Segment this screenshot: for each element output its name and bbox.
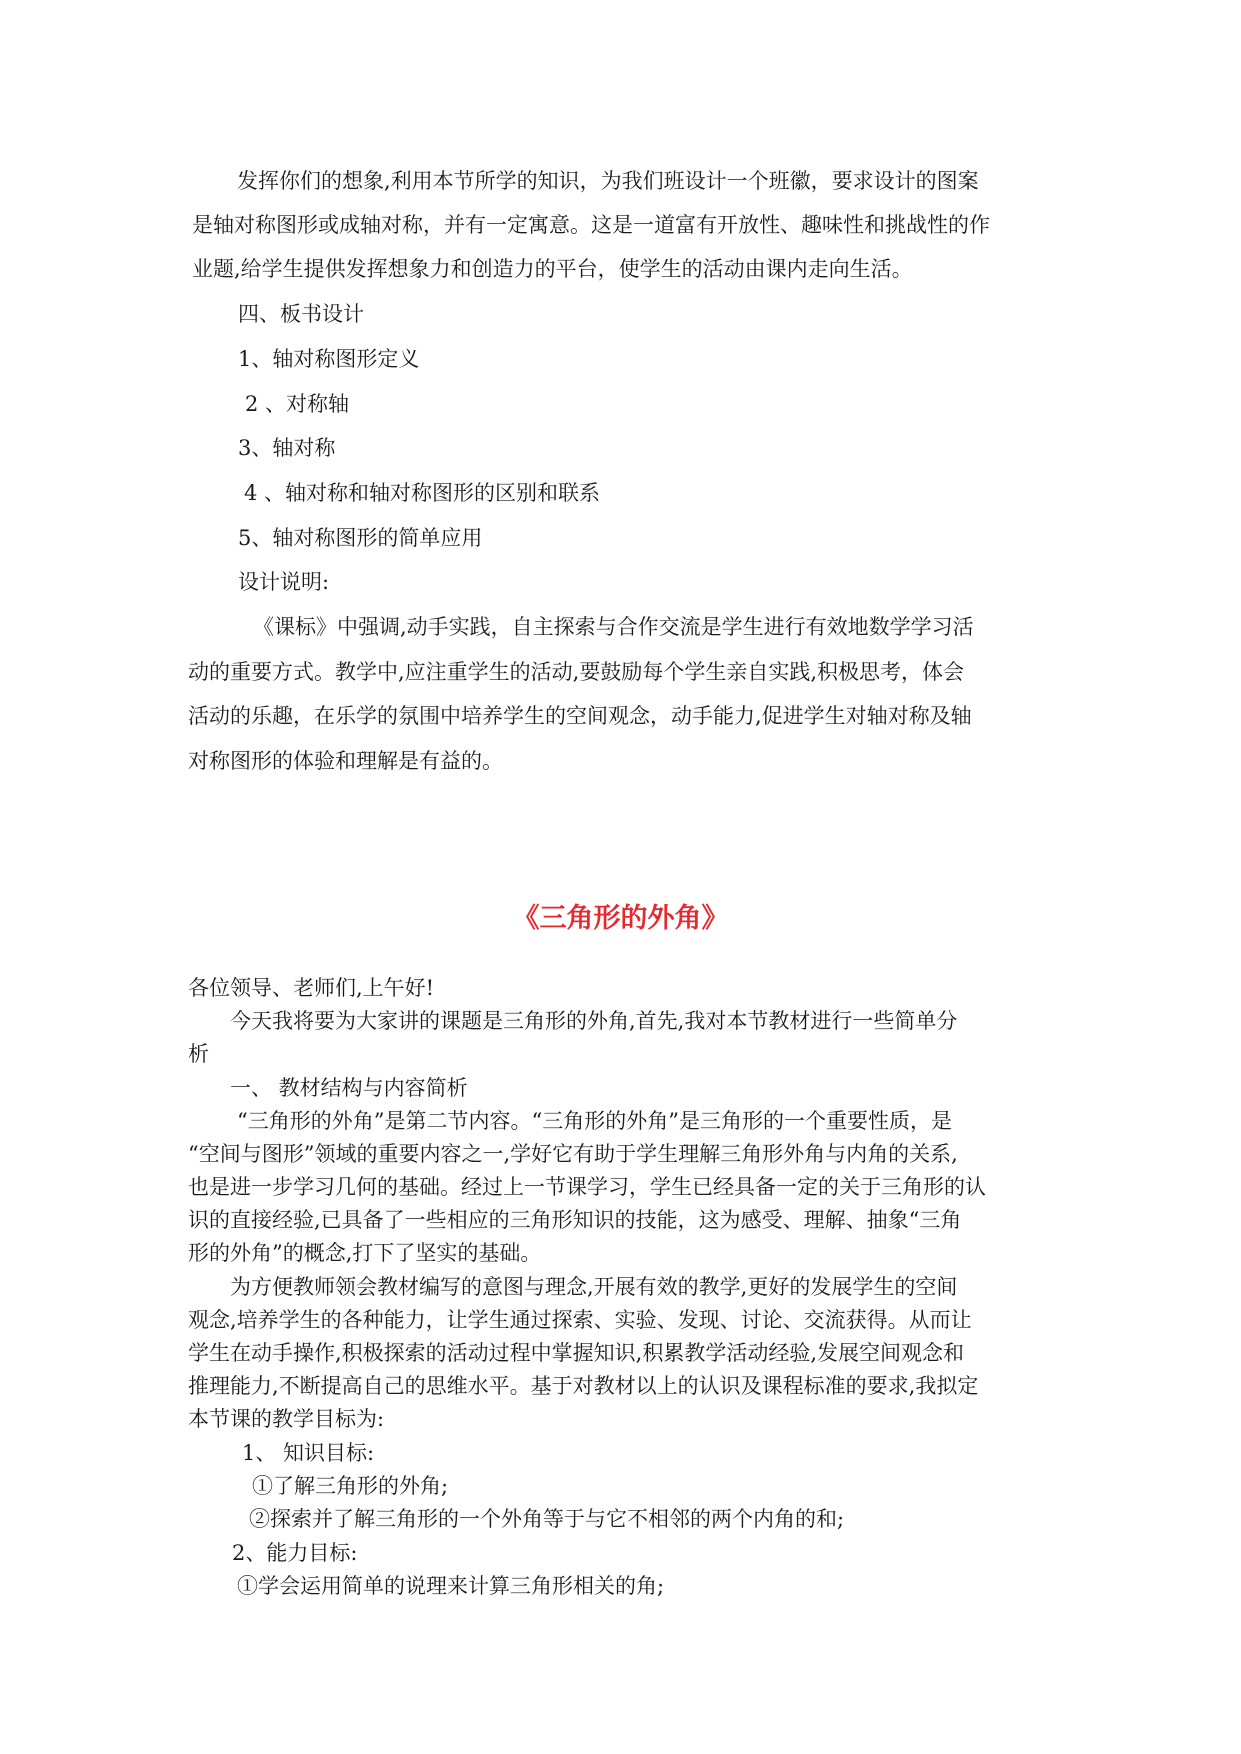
para2-line-4: 推理能力,不断提高自己的思维水平。基于对教材以上的认识及课程标准的要求,我拟定 [188,1374,979,1398]
design-line-1: 《课标》中强调,动手实践，自主探索与合作交流是学生进行有效地数学学习活 [253,615,974,639]
goal2-heading: 2、能力目标: [232,1541,358,1565]
goal1-heading: 1、 知识目标: [242,1441,375,1465]
goal1-item-1: ①了解三角形的外角; [252,1474,449,1498]
board-item-1: 1、轴对称图形定义 [238,347,420,371]
design-line-4: 对称图形的体验和理解是有益的。 [188,749,503,773]
design-line-3: 活动的乐趣，在乐学的氛围中培养学生的空间观念，动手能力,促进学生对轴对称及轴 [188,704,972,728]
design-label: 设计说明: [238,570,330,594]
goal2-item-1: ①学会运用简单的说理来计算三角形相关的角; [237,1574,665,1598]
board-item-4: 4 、轴对称和轴对称图形的区别和联系 [244,481,601,505]
board-item-5: 5、轴对称图形的简单应用 [238,526,483,550]
para1-line-1: “三角形的外角”是第二节内容。“三角形的外角”是三角形的一个重要性质，是 [237,1109,952,1133]
paragraph-line-3: 业题,给学生提供发挥想象力和创造力的平台，使学生的活动由课内走向生活。 [192,257,913,281]
paragraph-line-2: 是轴对称图形或成轴对称，并有一定寓意。这是一道富有开放性、趣味性和挑战性的作 [192,213,990,237]
para2-line-1: 为方便教师领会教材编写的意图与理念,开展有效的教学,更好的发展学生的空间 [230,1275,958,1299]
board-design-heading: 四、板书设计 [238,302,364,326]
para2-line-5: 本节课的教学目标为: [188,1407,385,1431]
greeting: 各位领导、老师们,上午好! [188,976,435,1000]
para2-line-3: 学生在动手操作,积极探索的活动过程中掌握知识,积累教学活动经验,发展空间观念和 [188,1341,965,1365]
para1-line-5: 形的外角”的概念,打下了坚实的基础。 [188,1241,542,1265]
subheading: 一、 教材结构与内容简析 [230,1076,468,1100]
design-line-2: 动的重要方式。教学中,应注重学生的活动,要鼓励每个学生亲自实践,积极思考，体会 [188,660,965,684]
goal1-item-2: ②探索并了解三角形的一个外角等于与它不相邻的两个内角的和; [249,1507,845,1531]
lesson-title: 《三角形的外角》 [512,903,729,934]
para1-line-3: 也是进一步学习几何的基础。经过上一节课学习，学生已经具备一定的关于三角形的认 [188,1175,986,1199]
para2-line-2: 观念,培养学生的各种能力，让学生通过探索、实验、发现、讨论、交流获得。从而让 [188,1308,972,1332]
para1-line-4: 识的直接经验,已具备了一些相应的三角形知识的技能，这为感受、理解、抽象“三角 [188,1208,962,1232]
intro-line-2: 析 [188,1042,209,1066]
board-item-2: 2 、对称轴 [245,392,350,416]
intro-line-1: 今天我将要为大家讲的课题是三角形的外角,首先,我对本节教材进行一些简单分 [230,1009,958,1033]
para1-line-2: “空间与图形”领域的重要内容之一,学好它有助于学生理解三角形外角与内角的关系, [188,1142,958,1166]
paragraph-line-1: 发挥你们的想象,利用本节所学的知识，为我们班设计一个班徽，要求设计的图案 [237,169,979,193]
board-item-3: 3、轴对称 [238,436,336,460]
